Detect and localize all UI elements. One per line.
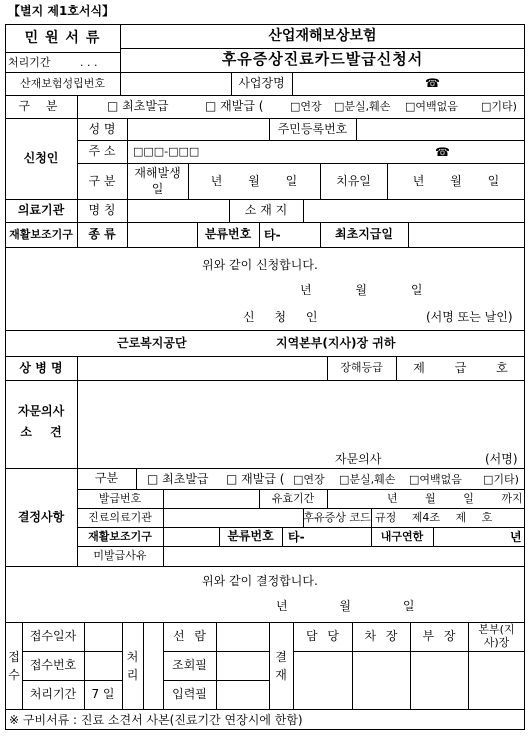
decision-declaration-text: 위와 같이 결정합니다.: [202, 574, 318, 588]
dept-head-label: 부 장: [422, 629, 456, 644]
establishment-name-label: 사업장명: [238, 76, 285, 91]
type-other-checkbox[interactable]: □기타): [481, 100, 517, 113]
type-extension-checkbox[interactable]: □연장: [290, 100, 322, 113]
applicant-name-field[interactable]: [128, 119, 268, 139]
dept-head-sign-field[interactable]: [411, 652, 467, 708]
decision-aid-label: 재활보조기구: [88, 529, 152, 543]
manager-sign-field[interactable]: [353, 652, 409, 708]
declaration-applicant-label: 신 청 인: [243, 310, 318, 324]
phone-icon: ☎: [425, 76, 440, 90]
branch-chief-sign-field[interactable]: [469, 652, 524, 708]
issue-no-label: 발급번호: [98, 491, 142, 505]
rrn-field[interactable]: [357, 119, 524, 139]
valid-period-field[interactable]: 년 월 일 까지: [387, 492, 523, 505]
issue-no-field[interactable]: [164, 490, 258, 507]
processing-value: . . .: [80, 56, 98, 69]
injury-field[interactable]: [78, 357, 326, 379]
address-field[interactable]: □□□-□□□: [133, 145, 200, 158]
healed-date-field[interactable]: 년 월 일: [412, 173, 500, 188]
symptom-code-label: 후유증상 코드: [303, 510, 371, 524]
declaration-text: 위와 같이 신청합니다.: [202, 258, 318, 272]
type-reissue-checkbox[interactable]: □ 재발급 (: [205, 99, 264, 113]
valid-period-label: 유효기간: [271, 491, 315, 505]
disaster-date-label: 재해발생일: [134, 165, 181, 196]
advisor-sign-note: (서명): [485, 452, 518, 466]
durability-unit[interactable]: 년: [510, 530, 522, 544]
advisor-label: 자문의사: [17, 403, 65, 418]
declaration-sign-note: (서명 또는 날인): [426, 310, 513, 324]
first-supply-field[interactable]: [409, 223, 524, 246]
decision-reissue-checkbox[interactable]: □ 재발급 (: [226, 472, 285, 486]
receipt-processing-value: 7 일: [91, 687, 115, 702]
input-label: 입력필: [172, 687, 207, 702]
branch-chief-label: 본부(지사)장: [478, 623, 515, 649]
receipt-date-field[interactable]: [85, 623, 121, 650]
disability-grade-label: 장해등급: [340, 361, 383, 375]
input-stamp-field[interactable]: [217, 681, 268, 708]
petition-label: 민 원 서 류: [24, 30, 101, 47]
process-label: 처리: [126, 650, 139, 682]
officer-label: 담 당: [306, 629, 339, 644]
durability-label: 내구연한: [380, 529, 424, 543]
medical-location-label: 소 재 지: [244, 203, 288, 218]
advisor-opinion-label: 소 견: [20, 424, 62, 439]
aid-kind-field[interactable]: [128, 223, 196, 246]
declaration-date: 년 월 일: [300, 283, 423, 297]
injury-label: 상 병 명: [19, 360, 63, 375]
symptom-code-field[interactable]: 규정 제4조 제 호: [375, 511, 493, 524]
first-supply-label: 최초지급일: [335, 227, 393, 242]
footer-note: ※ 구비서류 : 진료 소견서 사본(진료기간 연장시에 한함): [9, 713, 303, 727]
aid-class-field[interactable]: 타-: [264, 228, 281, 242]
receipt-section-label: 접수: [8, 650, 20, 682]
applicant-name-label: 성 명: [88, 121, 116, 136]
type-lost-checkbox[interactable]: □분실,훼손: [334, 100, 391, 113]
not-issued-label: 미발급사유: [93, 549, 147, 563]
lookup-label: 조회필: [172, 658, 207, 673]
receipt-no-label: 접수번호: [29, 658, 77, 673]
view-stamp-field[interactable]: [217, 623, 268, 650]
type-label: 구 분: [18, 99, 64, 114]
approval-label: 결재: [275, 650, 287, 682]
applicant-type-label: 구 분: [88, 173, 116, 188]
decision-class-field[interactable]: 타-: [288, 530, 305, 544]
disaster-date-field[interactable]: 년 월 일: [210, 173, 298, 188]
decision-class-label: 분류번호: [227, 529, 274, 544]
medical-name-field[interactable]: [128, 200, 228, 221]
medical-label: 의료기관: [17, 203, 65, 218]
decision-type-label: 구분: [94, 471, 119, 486]
advisor-opinion-field[interactable]: [78, 381, 524, 451]
clinic-field[interactable]: [164, 509, 302, 526]
not-issued-field[interactable]: [164, 547, 524, 565]
decision-other-checkbox[interactable]: □기타): [483, 473, 519, 486]
form-tag: 【별지 제1호서식】: [8, 4, 115, 18]
decision-lost-checkbox[interactable]: □분실,훼손: [339, 473, 396, 486]
officer-sign-field[interactable]: [294, 652, 351, 708]
address-label: 주 소: [88, 144, 116, 159]
healed-date-label: 치유일: [336, 173, 371, 188]
aid-label: 재활보조기구: [9, 227, 73, 241]
title-line1: 산업재해보상보험: [268, 28, 377, 45]
decision-initial-checkbox[interactable]: □ 최초발급: [147, 472, 209, 486]
decision-aid-field[interactable]: [164, 528, 218, 545]
decision-declaration-date: 년 월 일: [276, 599, 415, 613]
processing-label: 처리기간: [8, 56, 51, 69]
decision-section-label: 결정사항: [17, 509, 65, 524]
decision-extension-checkbox[interactable]: □연장: [293, 473, 325, 486]
applicant-phone-icon: ☎: [435, 145, 450, 159]
disability-grade-field[interactable]: 제 급 호: [413, 360, 508, 375]
receipt-processing-label: 처리기간: [29, 687, 77, 702]
applicant-section-label: 신청인: [23, 151, 59, 166]
type-initial-checkbox[interactable]: □ 최초발급: [107, 99, 169, 113]
addressee-org: 근로복지공단: [117, 336, 187, 350]
receipt-date-label: 접수일자: [29, 629, 77, 644]
aid-kind-label: 종 류: [88, 227, 116, 242]
establishment-name-field[interactable]: [293, 73, 524, 94]
receipt-no-field[interactable]: [85, 652, 121, 679]
establishment-number-field[interactable]: [121, 73, 230, 94]
medical-name-label: 명 칭: [88, 203, 116, 218]
establishment-number-label: 산재보험성립번호: [19, 76, 105, 90]
view-label: 선 람: [173, 629, 206, 644]
rrn-label: 주민등록번호: [277, 121, 348, 136]
lookup-stamp-field[interactable]: [217, 652, 268, 679]
aid-class-label: 분류번호: [204, 227, 252, 242]
addressee-chief: 지역본부(지사)장 귀하: [276, 336, 396, 350]
medical-location-field[interactable]: [304, 200, 524, 221]
decision-margin-checkbox[interactable]: □여백없음: [409, 473, 462, 486]
advisor-sign-label: 자문의사: [335, 452, 382, 466]
manager-label: 차 장: [364, 629, 398, 644]
type-margin-checkbox[interactable]: □여백없음: [405, 100, 458, 113]
form-title: 후유증상진료카드발급신청서: [221, 50, 424, 69]
clinic-label: 진료의료기관: [88, 510, 152, 524]
